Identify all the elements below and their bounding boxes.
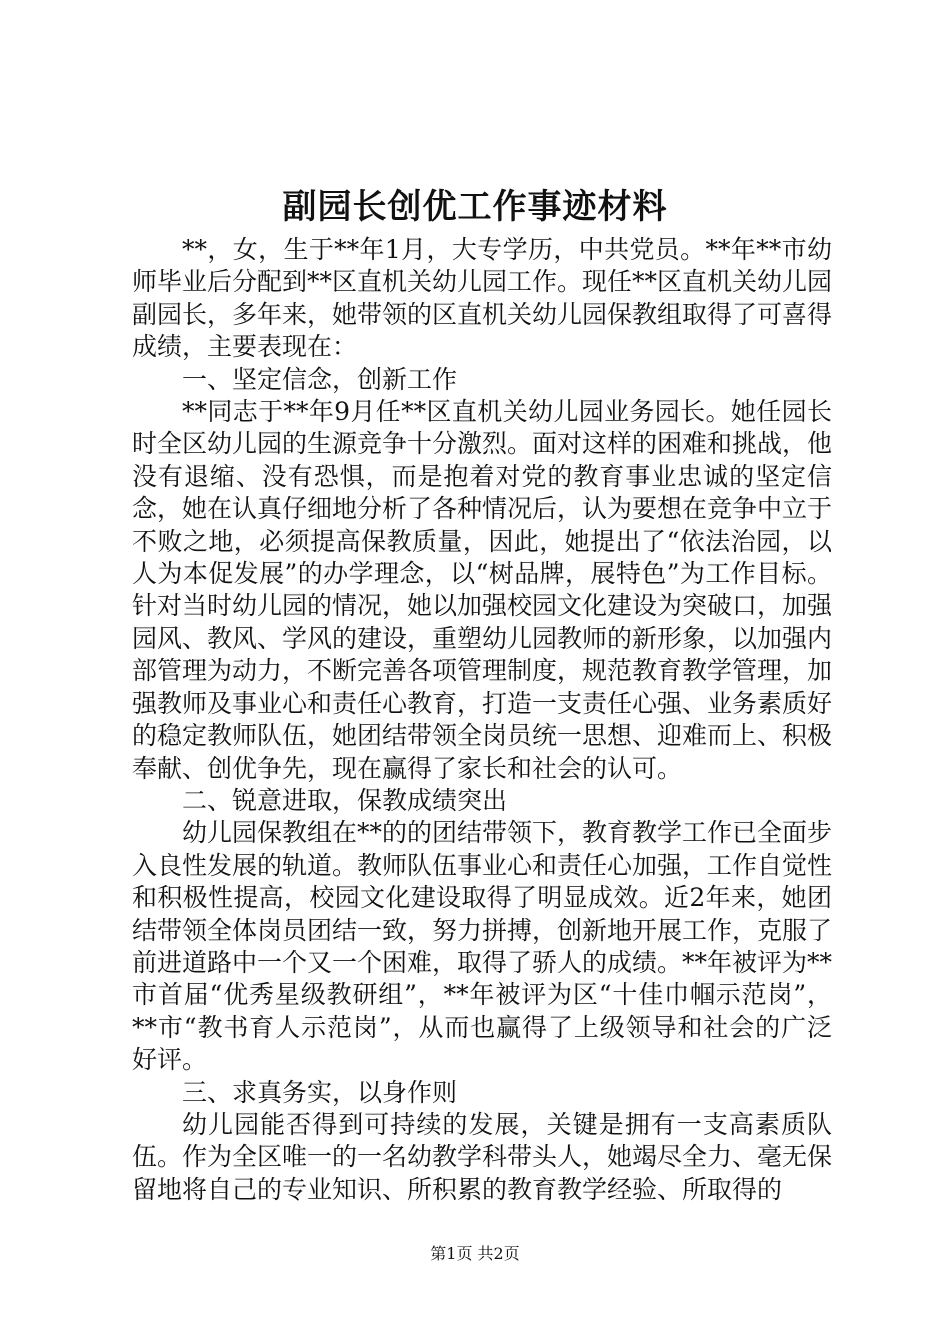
document-title: 副园长创优工作事迹材料 <box>282 187 668 227</box>
section-heading-3: 三、求真务实，以身作则 <box>182 1077 458 1107</box>
section-1-paragraph: **同志于**年9月任**区直机关幼儿园业务园长。她任园长时全区幼儿园的生源竞争十分激烈。面对这样的困难和挑战，他没有退缩、没有恐惧，而是抱着对党的教育事业忠诚的坚定信念，她在认真仔细地分析了各种情况后，认为要想在竞争中立于不败之地，必须提高保教质量，因此，她提出了“依法治园，以人为本促发展”的办学理念，以“树品牌，展特色”为工作目标。针对当时幼儿园的情况，她以加强校园文化建设为突破口，加强园风、教风、学风的建设，重塑幼儿园教师的新形象，以加强内部管理为动力，不断完善各项管理制度，规范教育教学管理，加强教师及事业心和责任心教育，打造一支责任心强、业务素质好的稳定教师队伍，她团结带领全岗员统一思想、迎难而上、积极奉献、创优争先，现在赢得了家长和社会的认可。 <box>132 397 833 783</box>
section-heading-1: 一、坚定信念，创新工作 <box>182 364 458 394</box>
section-2-paragraph: 幼儿园保教组在**的的团结带领下，教育教学工作已全面步入良性发展的轨道。教师队伍事业心和责任心加强，工作自觉性和积极性提高，校园文化建设取得了明显成效。近2年来，她团结带领全体岗员团结一致，努力拼搏，创新地开展工作，克服了前进道路中一个又一个困难，取得了骄人的成绩。**年被评为**市首届“优秀星级教研组”，**年被评为区“十佳巾帼示范岗”，**市“教书育人示范岗”，从而也赢得了上级领导和社会的广泛好评。 <box>132 818 833 1075</box>
page-footer: 第1页 共2页 <box>430 1244 520 1263</box>
document-body <box>132 234 832 1206</box>
section-heading-2: 二、锐意进取，保教成绩突出 <box>182 785 508 815</box>
intro-paragraph: **，女，生于**年1月，大专学历，中共党员。**年**市幼师毕业后分配到**区直机关幼儿园工作。现任**区直机关幼儿园副园长，多年来，她带领的区直机关幼儿园保教组取得了可喜得成绩，主要表现在： <box>132 235 833 362</box>
section-3-paragraph: 幼儿园能否得到可持续的发展，关键是拥有一支高素质队伍。作为全区唯一的一名幼教学科带头人，她竭尽全力、毫无保留地将自己的专业知识、所积累的教育教学经验、所取得的 <box>132 1109 833 1204</box>
